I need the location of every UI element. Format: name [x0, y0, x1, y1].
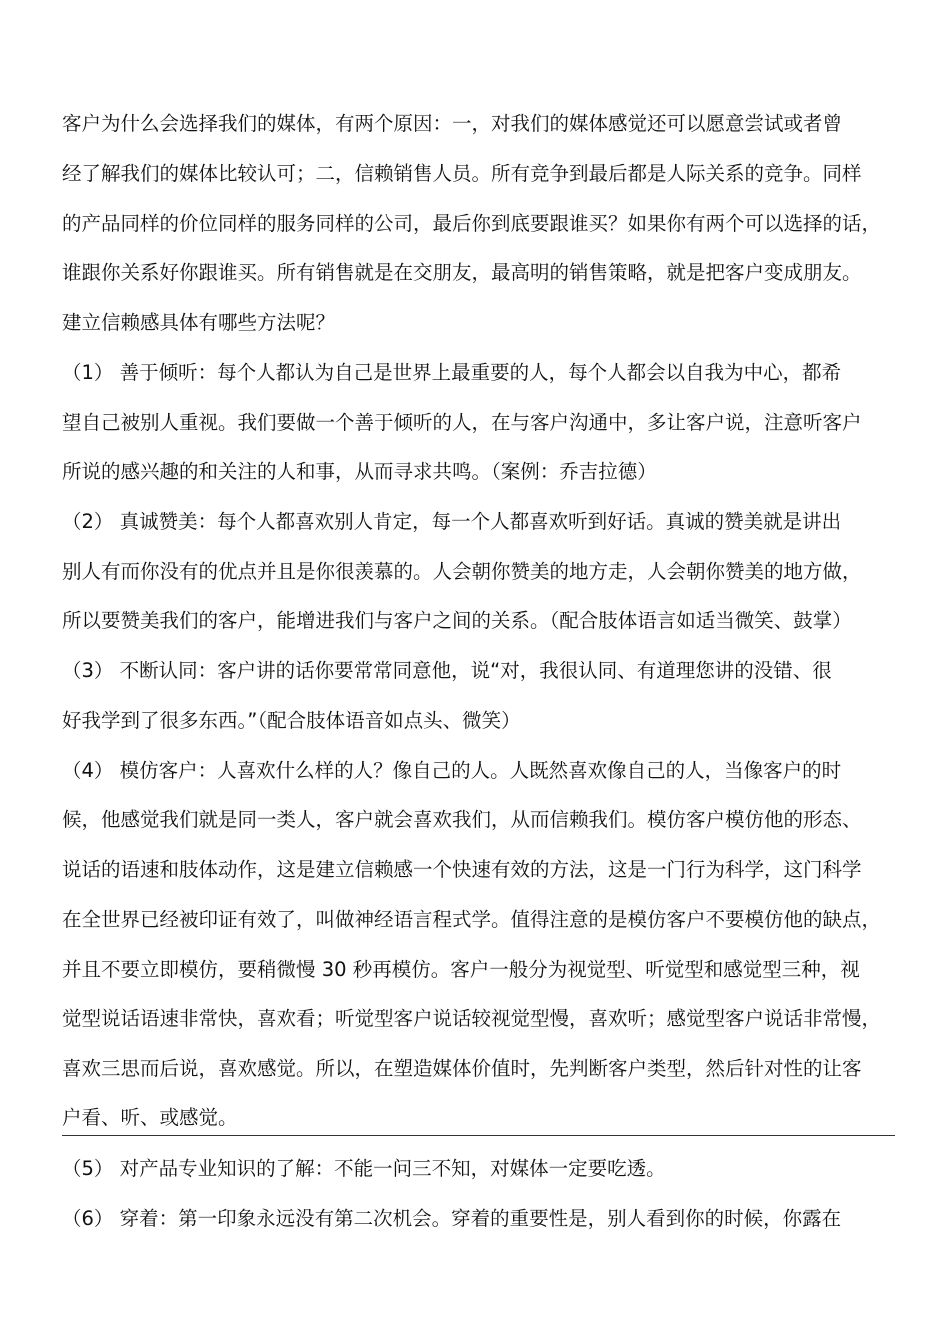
- text-line: 别人有而你没有的优点并且是你很羡慕的。人会朝你赞美的地方走，人会朝你赞美的地方做，: [62, 560, 862, 583]
- text-line: 说话的语速和肢体动作，这是建立信赖感一个快速有效的方法，这是一门行为科学，这门科学: [62, 858, 862, 881]
- text-line: （5） 对产品专业知识的了解：不能一问三不知，对媒体一定要吃透。: [62, 1157, 666, 1180]
- text-line: 所说的感兴趣的和关注的人和事，从而寻求共鸣。（案例：乔吉拉德）: [62, 460, 657, 483]
- text-line: 户看、听、或感觉。: [62, 1106, 238, 1129]
- text-line: 并且不要立即模仿，要稍微慢 30 秒再模仿。客户一般分为视觉型、听觉型和感觉型三种，视: [62, 958, 860, 981]
- text-line: （3） 不断认同：客户讲的话你要常常同意他，说“对，我很认同、有道理您讲的没错、很: [62, 659, 832, 682]
- page-divider: [62, 1135, 895, 1136]
- text-line: 建立信赖感具体有哪些方法呢？: [62, 311, 336, 334]
- text-line: 的产品同样的价位同样的服务同样的公司，最后你到底要跟谁买？如果你有两个可以选择的话，: [62, 212, 882, 235]
- text-line: 望自己被别人重视。我们要做一个善于倾听的人，在与客户沟通中，多让客户说，注意听客户: [62, 411, 862, 434]
- text-line: 候，他感觉我们就是同一类人，客户就会喜欢我们，从而信赖我们。模仿客户模仿他的形态、: [62, 808, 862, 831]
- text-line: 好我学到了很多东西。”（配合肢体语音如点头、微笑）: [62, 709, 521, 732]
- text-line: 经了解我们的媒体比较认可；二，信赖销售人员。所有竞争到最后都是人际关系的竞争。同样: [62, 162, 862, 185]
- text-line: 所以要赞美我们的客户，能增进我们与客户之间的关系。（配合肢体语言如适当微笑、鼓掌）: [62, 609, 852, 632]
- text-line: 客户为什么会选择我们的媒体，有两个原因：一，对我们的媒体感觉还可以愿意尝试或者曾: [62, 112, 843, 135]
- text-line: （1） 善于倾听：每个人都认为自己是世界上最重要的人，每个人都会以自我为中心，都希: [62, 361, 842, 384]
- text-line: 觉型说话语速非常快，喜欢看；听觉型客户说话较视觉型慢，喜欢听；感觉型客户说话非常慢，: [62, 1007, 882, 1030]
- text-line: 谁跟你关系好你跟谁买。所有销售就是在交朋友，最高明的销售策略，就是把客户变成朋友。: [62, 261, 862, 284]
- text-line: 在全世界已经被印证有效了，叫做神经语言程式学。值得注意的是模仿客户不要模仿他的缺点，: [62, 908, 882, 931]
- text-line: （4） 模仿客户：人喜欢什么样的人？像自己的人。人既然喜欢像自己的人，当像客户的时: [62, 759, 842, 782]
- text-line: 喜欢三思而后说，喜欢感觉。所以，在塑造媒体价值时，先判断客户类型，然后针对性的让客: [62, 1057, 862, 1080]
- text-line: （2） 真诚赞美：每个人都喜欢别人肯定，每一个人都喜欢听到好话。真诚的赞美就是讲出: [62, 510, 842, 533]
- text-line: （6） 穿着：第一印象永远没有第二次机会。穿着的重要性是，别人看到你的时候，你露在: [62, 1207, 842, 1230]
